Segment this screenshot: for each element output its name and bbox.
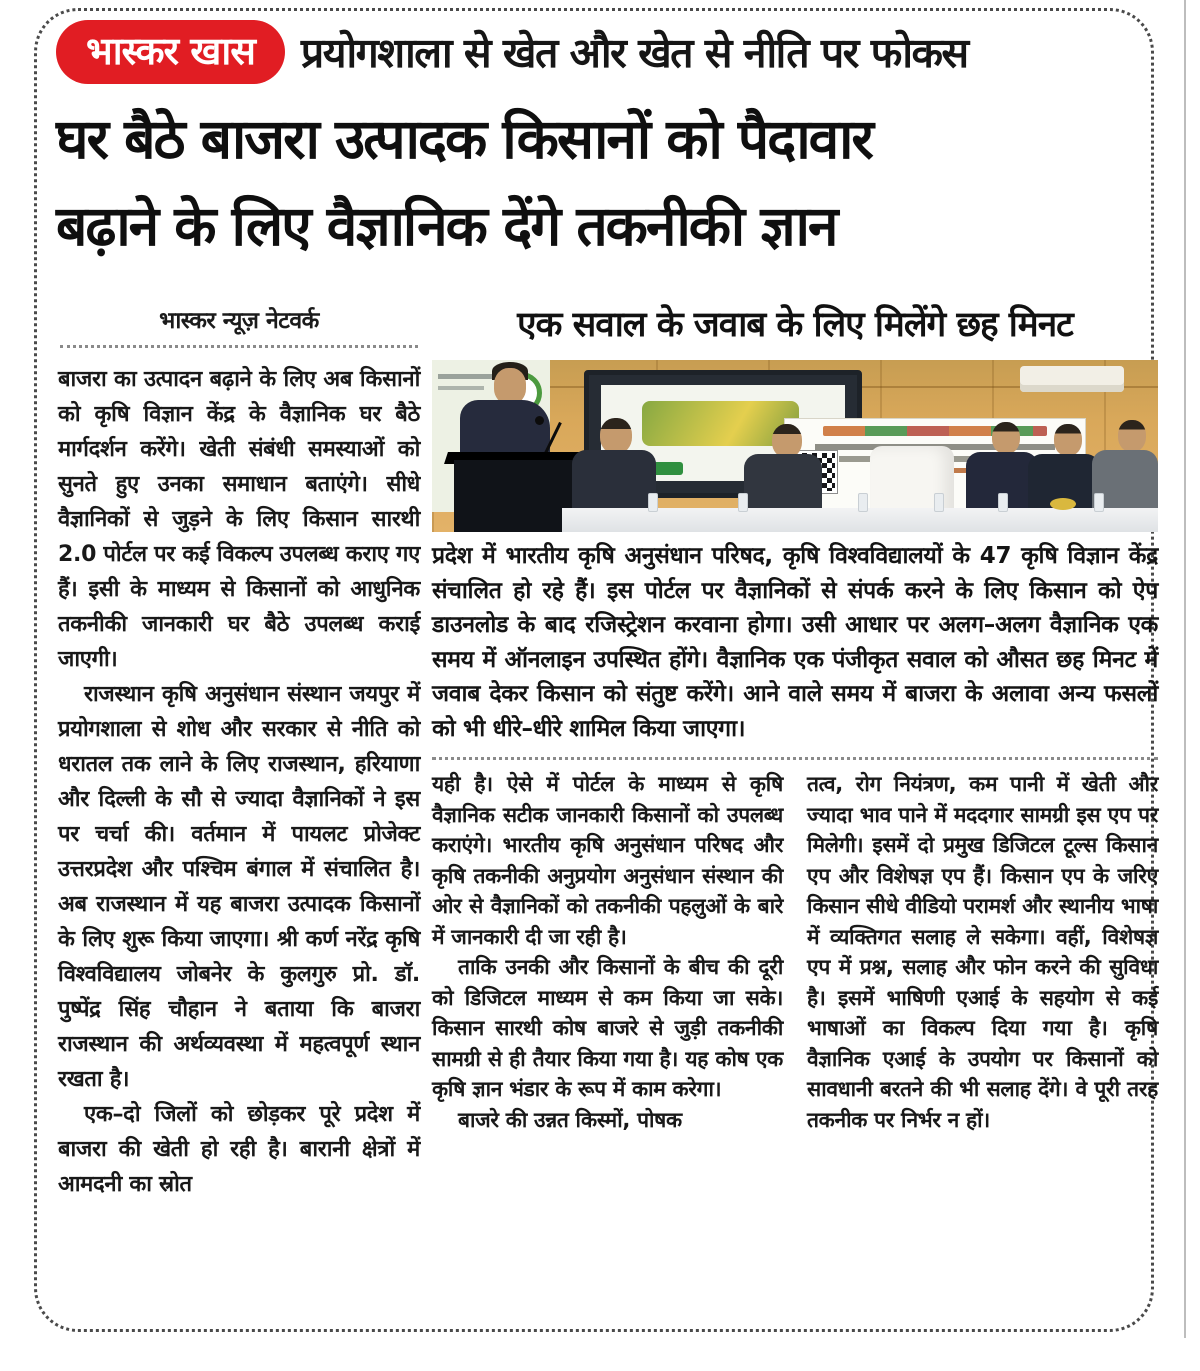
attendee-figure [600,418,632,454]
bhaskar-khas-badge: भास्कर खास [56,20,285,84]
right-text-column [807,769,1158,1135]
sub-headline: एक सवाल के जवाब के लिए मिलेंगे छह मिनट [517,305,1073,345]
attendee-figure [772,424,802,458]
kicker-headline: प्रयोगशाला से खेत और खेत से नीति पर फोकस [300,29,968,77]
attendee-figure [1054,424,1082,456]
speaker-figure [494,368,526,404]
left-text-column [58,362,420,1202]
main-headline [56,96,1140,270]
water-bottle [934,493,944,512]
microphone-icon [535,416,544,425]
paragraph: यही है। ऐसे में पोर्टल के माध्यम से कृषि वैज्ञानिक सटीक जानकारी किसानों को उपलब्ध कराएंगे। भारतीय कृषि अनुसंधान परिषद और कृषि तकनीकी अनुप्रयोग अनुसंधान संस्थान की ओर से वैज्ञानिकों को तकनीकी पहलुओं के बारे में जानकारी दी जा रही है। [432,772,783,949]
headline-line-2: बढ़ाने के लिए वैज्ञानिक देंगे तकनीकी ज्ञान [56,194,837,258]
masthead [56,20,968,84]
banner-text-line [438,374,496,379]
attendee-figure [1118,420,1146,452]
water-bottle [858,493,868,512]
water-bottle [738,493,748,512]
middle-text-column [432,769,783,1135]
photo-caption [432,539,1158,746]
conference-photo [432,360,1158,532]
water-bottle [998,493,1008,512]
right-section [432,300,1158,1135]
head-table [562,508,1158,532]
attendee-figure [992,422,1020,454]
flower-bouquet [1050,498,1076,510]
headline-line-1: घर बैठे बाजरा उत्पादक किसानों को पैदावार [56,107,872,171]
water-bottle [648,493,658,512]
paragraph: ताकि उनकी और किसानों के बीच की दूरी को डिजिटल माध्यम से कम किया जा सके। किसान सारथी कोष बाजरे से जुड़ी तकनीकी सामग्री से ही तैयार किया गया है। यह कोष एक कृषि ज्ञान भंडार के रूप में काम करेगा। [432,955,783,1101]
byline-rule [60,345,418,348]
paragraph: राजस्थान कृषि अनुसंधान संस्थान जयपुर में प्रयोगशाला से शोध और सरकार से नीति को धरातल तक लाने के लिए राजस्थान, हरियाणा और दिल्ली के सौ से ज्यादा वैज्ञानिकों ने इस पर चर्चा की। वर्तमान में पायलट प्रोजेक्ट उत्तरप्रदेश और पश्चिम बंगाल में संचालित है। अब राजस्थान में यह बाजरा उत्पादक किसानों के लिए शुरू किया जाएगा। श्री कर्ण नरेंद्र कृषि विश्वविद्यालय जोबनेर के कुलगुरु प्रो. डॉ. पुष्पेंद्र सिंह चौहान ने बताया कि बाजरा राजस्थान की अर्थव्यवस्था में महत्वपूर्ण स्थान रखता है। [58,682,420,1092]
ac-vent [1020,366,1124,392]
byline-block [60,303,418,348]
water-bottle [1094,493,1104,512]
lower-columns [432,769,1158,1135]
section-divider [432,757,1158,760]
paragraph: बाजरा का उत्पादन बढ़ाने के लिए अब किसानों को कृषि विज्ञान केंद्र के वैज्ञानिक घर बैठे मार्गदर्शन करेंगे। खेती संबंधी समस्याओं को सुनते हुए उनका समाधान बताएंगे। सीधे वैज्ञानिकों से जुड़ने के लिए किसान सारथी 2.0 पोर्टल पर कई विकल्प उपलब्ध कराए गए हैं। इसी के माध्यम से किसानों को आधुनिक तकनीकी जानकारी घर बैठे उपलब्ध कराई जाएगी। [58,367,420,672]
paragraph: एक–दो जिलों को छोड़कर पूरे प्रदेश में बाजरा की खेती हो रही है। बारानी क्षेत्रों में आमदनी का स्रोत [58,1102,420,1197]
byline: भास्कर न्यूज़ नेटवर्क [159,308,319,334]
banner-text-line [438,386,484,390]
paragraph: बाजरे की उन्नत किस्मों, पोषक [458,1107,682,1132]
photo-caption-text: प्रदेश में भारतीय कृषि अनुसंधान परिषद, कृषि विश्वविद्यालयों के 47 कृषि विज्ञान केंद्र संचालित हो रहे हैं। इस पोर्टल पर वैज्ञानिकों से संपर्क करने के लिए किसान को ऐप डाउनलोड के बाद रजिस्ट्रेशन करवाना होगा। उसी आधार पर अलग–अलग वैज्ञानिक एक समय में ऑनलाइन उपस्थित होंगे। वैज्ञानिक एक पंजीकृत सवाल को औसत छह मिनट में जवाब देकर किसान को संतुष्ट करेंगे। आने वाले समय में बाजरा के अलावा अन्य फसलों को भी धीरे–धीरे शामिल किया जाएगा। [432,543,1158,742]
newspaper-column-rule [1184,0,1186,1338]
paragraph: तत्व, रोग नियंत्रण, कम पानी में खेती और ज्यादा भाव पाने में मददगार सामग्री इस एप पर मिलेगी। इसमें दो प्रमुख डिजिटल टूल्स किसान एप और विशेषज्ञ एप हैं। किसान एप के जरिए किसान सीधे वीडियो परामर्श और स्थानीय भाषा में व्यक्तिगत सलाह ले सकेगा। वहीं, विशेषज्ञ एप में प्रश्न, सलाह और फोन करने की सुविधा है। इसमें भाषिणी एआई के सहयोग से कई भाषाओं का विकल्प दिया गया है। कृषि वैज्ञानिक एआई के उपयोग पर किसानों को सावधानी बरतने की भी सलाह देंगे। वे पूरी तरह तकनीक पर निर्भर न हों। [807,772,1158,1132]
